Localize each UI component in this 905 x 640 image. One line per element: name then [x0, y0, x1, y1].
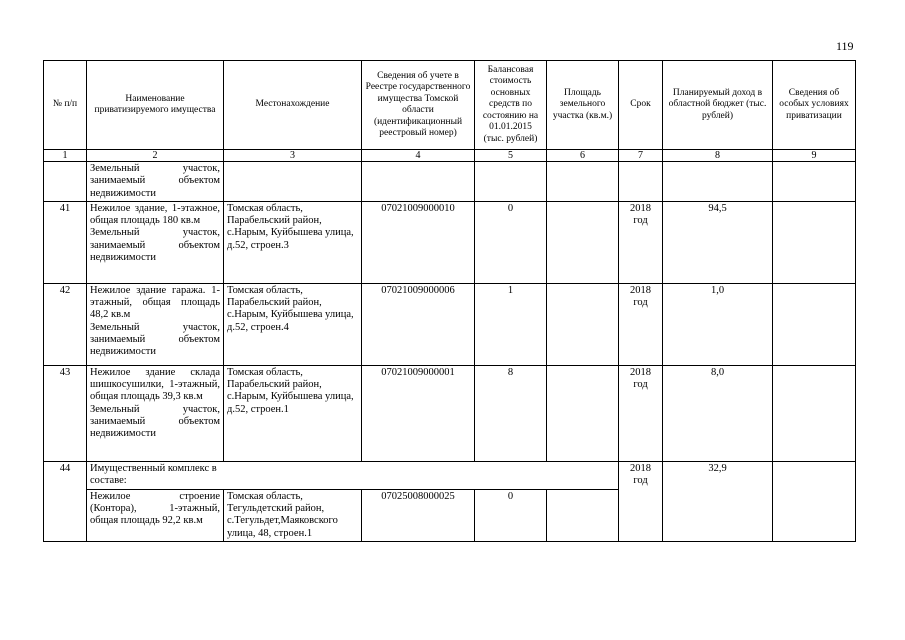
cell-term: 2018 год: [619, 365, 663, 461]
cell-name: [87, 461, 619, 489]
cell-registry: 07021009000001: [362, 365, 475, 461]
header-name: Наименование приватизируемого имущества: [87, 61, 224, 150]
cell-term: 2018 год: [619, 201, 663, 283]
cell-num: 43: [44, 365, 87, 461]
cell-area: [547, 162, 619, 202]
cell-location: Томская область, Парабельский район, с.Нарым, Куйбышева улица, д.52, строен.3: [224, 201, 362, 283]
column-number: 5: [475, 150, 547, 162]
cell-num: [44, 162, 87, 202]
cell-name: Земельный участок, занимаемый объектом недвижимости: [87, 162, 224, 202]
column-number: 9: [773, 150, 856, 162]
cell-area: [547, 365, 619, 461]
cell-registry: 07025008000025: [362, 489, 475, 541]
cell-name: Нежилое строение (Контора), 1-этажный, общая площадь 92,2 кв.м: [87, 489, 224, 541]
cell-balance: 8: [475, 365, 547, 461]
column-number: 1: [44, 150, 87, 162]
item-description: Нежилое здание гаража. 1-этажный, общая площадь 48,2 кв.м: [90, 284, 220, 321]
column-number: 7: [619, 150, 663, 162]
cell-income: 94,5: [663, 201, 773, 283]
cell-name: [87, 365, 224, 461]
table-row: [44, 201, 856, 283]
complex-description: Имущественный комплекс в составе:: [90, 462, 217, 487]
column-number: 8: [663, 150, 773, 162]
cell-term: 2018 год: [619, 461, 663, 541]
header-balance: Балансовая стоимость основных средств по состоянию на 01.01.2015 (тыс. рублей): [475, 61, 547, 150]
column-number-row: [44, 150, 856, 162]
cell-area: [547, 489, 619, 541]
cell-num: 42: [44, 283, 87, 365]
cell-registry: [362, 162, 475, 202]
cell-conditions: [773, 162, 856, 202]
cell-conditions: [773, 461, 856, 541]
cell-balance: [475, 162, 547, 202]
cell-registry: 07021009000006: [362, 283, 475, 365]
cell-income: 1,0: [663, 283, 773, 365]
cell-conditions: [773, 365, 856, 461]
cell-conditions: [773, 283, 856, 365]
cell-name: [87, 201, 224, 283]
cell-term: 2018 год: [619, 283, 663, 365]
cell-num: 41: [44, 201, 87, 283]
cell-location: [224, 162, 362, 202]
cell-term: [619, 162, 663, 202]
privatization-table: [43, 60, 856, 542]
table-row: [44, 162, 856, 202]
item-description: Нежилое здание склада шишкосушилки, 1-этажный, общая площадь 39,3 кв.м: [90, 366, 220, 403]
header-income: Планируемый доход в областной бюджет (тыс. рублей): [663, 61, 773, 150]
header-term: Срок: [619, 61, 663, 150]
header-registry: Сведения об учете в Реестре государственного имущества Томской области (идентификационный реестровый номер): [362, 61, 475, 150]
header-location: Местонахождение: [224, 61, 362, 150]
cell-balance: 0: [475, 489, 547, 541]
land-plot-description: Земельный участок, занимаемый объектом недвижимости: [90, 227, 220, 264]
cell-area: [547, 283, 619, 365]
cell-location: Томская область, Парабельский район, с.Нарым, Куйбышева улица, д.52, строен.1: [224, 365, 362, 461]
cell-conditions: [773, 201, 856, 283]
column-number: 3: [224, 150, 362, 162]
table-row: [44, 365, 856, 461]
cell-income: 32,9: [663, 461, 773, 541]
land-plot-description: Земельный участок, занимаемый объектом недвижимости: [90, 403, 220, 440]
header-num: № п/п: [44, 61, 87, 150]
cell-income: [663, 162, 773, 202]
header-row: [44, 61, 856, 150]
column-number: 2: [87, 150, 224, 162]
cell-location: Томская область, Парабельский район, с.Нарым, Куйбышева улица, д.52, строен.4: [224, 283, 362, 365]
column-number: 6: [547, 150, 619, 162]
cell-income: 8,0: [663, 365, 773, 461]
cell-name: [87, 283, 224, 365]
cell-area: [547, 201, 619, 283]
table-row: [44, 461, 856, 489]
cell-num: 44: [44, 461, 87, 541]
item-description: Нежилое здание, 1-этажное, общая площадь 180 кв.м: [90, 202, 220, 227]
page-number: 119: [836, 39, 854, 53]
table-row: [44, 283, 856, 365]
cell-balance: 1: [475, 283, 547, 365]
cell-registry: 07021009000010: [362, 201, 475, 283]
column-number: 4: [362, 150, 475, 162]
header-conditions: Сведения об особых условиях приватизации: [773, 61, 856, 150]
cell-location: Томская область, Тегульдетский район, с.Тегульдет,Маяковского улица, 48, строен.1: [224, 489, 362, 541]
cell-balance: 0: [475, 201, 547, 283]
land-plot-description: Земельный участок, занимаемый объектом недвижимости: [90, 321, 220, 358]
header-area: Площадь земельного участка (кв.м.): [547, 61, 619, 150]
